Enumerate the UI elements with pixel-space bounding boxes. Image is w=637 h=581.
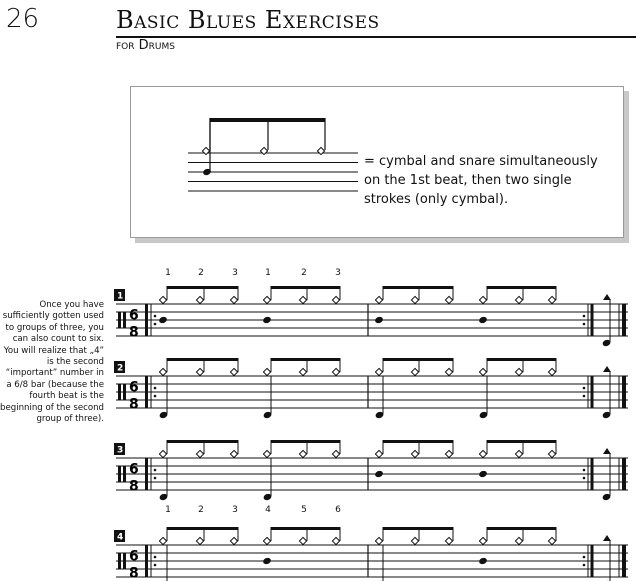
end-repeat-thick (591, 545, 594, 577)
repeat-dot (154, 469, 157, 472)
beam (167, 440, 238, 443)
exercise-number: 2 (117, 363, 124, 374)
final-barline-thick (622, 304, 626, 336)
beam (383, 358, 453, 361)
final-barline-thick (622, 376, 626, 408)
beam (383, 440, 453, 443)
accent-marker (603, 448, 611, 454)
cymbal-note (411, 368, 418, 375)
repeat-dot (583, 564, 586, 567)
cymbal-note (299, 537, 306, 544)
beam (487, 286, 556, 289)
page-subtitle: for Drums (116, 38, 175, 53)
repeat-dot (154, 477, 157, 480)
cymbal-note (479, 296, 486, 303)
time-signature-bottom: 8 (129, 478, 139, 495)
final-barline-thick (622, 545, 626, 577)
snare-note (478, 557, 488, 565)
accent-marker (603, 366, 611, 372)
cymbal-note (411, 296, 418, 303)
cymbal-note (196, 450, 203, 457)
final-barline-thick (622, 458, 626, 490)
percussion-clef-bar (118, 466, 121, 482)
beam (383, 527, 453, 530)
snare-note (374, 470, 384, 478)
snare-note (478, 316, 488, 324)
cymbal-note (375, 537, 382, 544)
exercise-number: 3 (117, 445, 124, 456)
percussion-clef-bar (118, 312, 121, 328)
percussion-clef-bar (118, 384, 121, 400)
beam (383, 286, 453, 289)
beam (167, 358, 238, 361)
cymbal-note (411, 537, 418, 544)
cymbal-note (411, 450, 418, 457)
cymbal-note (548, 296, 555, 303)
start-repeat-thick (145, 458, 148, 490)
cymbal-note (445, 537, 452, 544)
repeat-dot (154, 556, 157, 559)
cymbal-note (196, 296, 203, 303)
beam (271, 527, 340, 530)
page-number: 26 (6, 4, 40, 34)
beat-count: 1 (165, 268, 171, 278)
page-title: Basic Blues Exercises (116, 6, 380, 34)
beat-count: 2 (198, 505, 204, 515)
beam (487, 527, 556, 530)
start-repeat-thick (145, 304, 148, 336)
cymbal-note (375, 368, 382, 375)
cymbal-note (515, 296, 522, 303)
beam (271, 440, 340, 443)
snare-note (478, 470, 488, 478)
cymbal-note (332, 368, 339, 375)
beam (167, 286, 238, 289)
cymbal-note (230, 450, 237, 457)
cymbal-note (159, 450, 166, 457)
accent-marker (603, 294, 611, 300)
time-signature-bottom: 8 (129, 396, 139, 413)
cymbal-note (515, 368, 522, 375)
time-signature-bottom: 8 (129, 565, 139, 581)
snare-note (158, 316, 168, 324)
legend-cymbal-note (317, 147, 324, 154)
time-signature-top: 6 (129, 307, 139, 324)
cymbal-note (196, 537, 203, 544)
exercise-number: 4 (117, 532, 124, 543)
cymbal-note (479, 537, 486, 544)
time-signature-top: 6 (129, 461, 139, 478)
end-repeat-thick (591, 304, 594, 336)
legend-text: = cymbal and snare simultaneously on the 1st beat, then two single strokes (only cymbal). (364, 154, 598, 207)
cymbal-note (479, 368, 486, 375)
end-repeat-thick (591, 458, 594, 490)
cymbal-note (159, 368, 166, 375)
cymbal-note (263, 450, 270, 457)
cymbal-note (263, 296, 270, 303)
repeat-dot (583, 323, 586, 326)
cymbal-note (332, 450, 339, 457)
repeat-dot (583, 387, 586, 390)
cymbal-note (332, 537, 339, 544)
cymbal-note (515, 537, 522, 544)
repeat-dot (154, 323, 157, 326)
time-signature-top: 6 (129, 379, 139, 396)
repeat-dot (583, 556, 586, 559)
side-note: Once you have sufficiently gotten used to groups of three, you can also count to six. You will realize that „4” is the second “important” number in a 6/8 bar (because the fourth beat is the beginning of the second group of three). (0, 300, 104, 425)
start-repeat-thick (145, 545, 148, 577)
exercise-number: 1 (117, 291, 124, 302)
cymbal-note (515, 450, 522, 457)
beam (271, 358, 340, 361)
percussion-clef-bar (123, 553, 126, 569)
cymbal-note (445, 450, 452, 457)
snare-note (374, 316, 384, 324)
beat-count: 6 (335, 505, 341, 515)
cymbal-note (479, 450, 486, 457)
cymbal-note (230, 296, 237, 303)
beat-count: 3 (232, 268, 238, 278)
beat-count: 1 (165, 505, 171, 515)
cymbal-note (299, 296, 306, 303)
cymbal-note (159, 537, 166, 544)
beat-count: 3 (232, 505, 238, 515)
repeat-dot (154, 564, 157, 567)
cymbal-note (548, 450, 555, 457)
cymbal-note (445, 368, 452, 375)
cymbal-note (548, 537, 555, 544)
beat-count: 2 (198, 268, 204, 278)
beam (167, 527, 238, 530)
accent-marker (603, 535, 611, 541)
cymbal-note (548, 368, 555, 375)
cymbal-note (299, 368, 306, 375)
beat-count: 2 (301, 268, 307, 278)
repeat-dot (583, 477, 586, 480)
time-signature-bottom: 8 (129, 324, 139, 341)
cymbal-note (159, 296, 166, 303)
cymbal-note (299, 450, 306, 457)
repeat-dot (154, 395, 157, 398)
beat-count: 5 (301, 505, 307, 515)
beam (271, 286, 340, 289)
cymbal-note (196, 368, 203, 375)
cymbal-note (230, 368, 237, 375)
repeat-dot (154, 315, 157, 318)
beat-count: 3 (335, 268, 341, 278)
cymbal-note (263, 537, 270, 544)
repeat-dot (583, 315, 586, 318)
cymbal-note (332, 296, 339, 303)
end-repeat-thick (591, 376, 594, 408)
start-repeat-thick (145, 376, 148, 408)
cymbal-note (375, 450, 382, 457)
cymbal-note (445, 296, 452, 303)
snare-note (262, 557, 272, 565)
percussion-clef-bar (118, 553, 121, 569)
cymbal-note (375, 296, 382, 303)
snare-note (262, 316, 272, 324)
cymbal-note (230, 537, 237, 544)
repeat-dot (154, 387, 157, 390)
time-signature-top: 6 (129, 548, 139, 565)
percussion-clef-bar (123, 384, 126, 400)
beam (487, 440, 556, 443)
legend-cymbal-note (202, 147, 209, 154)
beam (487, 358, 556, 361)
legend-cymbal-note (260, 147, 267, 154)
percussion-clef-bar (123, 312, 126, 328)
percussion-clef-bar (123, 466, 126, 482)
repeat-dot (583, 469, 586, 472)
cymbal-note (263, 368, 270, 375)
repeat-dot (583, 395, 586, 398)
beat-count: 1 (265, 268, 271, 278)
beat-count: 4 (265, 505, 271, 515)
